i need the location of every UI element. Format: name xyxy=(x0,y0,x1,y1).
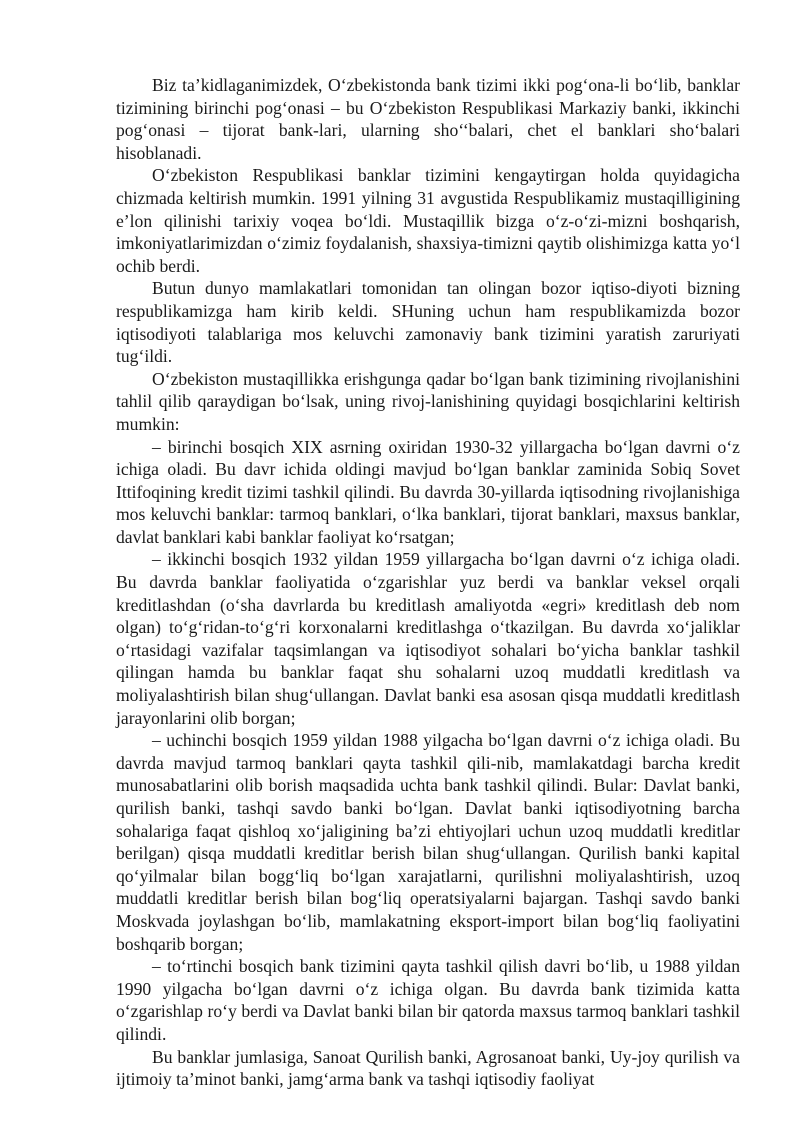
paragraph-two-tier-banking: Biz ta’kidlaganimizdek, O‘zbekistonda bank tizimi ikki pog‘ona-li bo‘lib, banklar tizimining birinchi pog‘onasi – bu O‘zbekiston Respublikasi Markaziy banki, ikkinchi pog‘onasi – tijorat bank-lari, ularning sho‘‘balari, chet el banklari sho‘balari hisoblanadi. xyxy=(116,75,740,163)
document-page xyxy=(116,74,740,1091)
paragraph-market-economy: Butun dunyo mamlakatlari tomonidan tan olingan bozor iqtiso-diyoti bizning respublikamizga ham kirib keldi. SHuning uchun ham respublikamizda bozor iqtisodiyoti talablariga mos keluvchi zamonaviy bank tizimini yaratish zaruriyati tug‘ildi. xyxy=(116,278,740,367)
paragraph-stage-three: – uchinchi bosqich 1959 yildan 1988 yilgacha bo‘lgan davrni o‘z ichiga oladi. Bu davrda mavjud tarmoq banklari qayta tashkil qili-nib, mamlakatdagi barcha kredit munosabatlarini olib borish maqsadida uchta bank tashkil qilindi. Bular: Davlat banki, qurilish banki, tashqi savdo banki bo‘lgan. Davlat banki iqtisodiyotning barcha sohalariga faqat qishloq xo‘jaligining ba’zi ehtiyojlari uchun uzoq muddatli kreditlar berilgan) qisqa muddatli kreditlar berish bilan shug‘ullangan. Qurilish banki kapital qo‘yilmalar bilan bogg‘liq bo‘lgan xarajatlarni, qurilishni moliyalashtirish, uzoq muddatli kreditlar berish bilan bog‘liq operatsiyalarni bajargan. Tashqi savdo banki Moskvada joylashgan bo‘lib, mamlakatning eksport-import bilan bog‘liq faoliyatini boshqarib borgan; xyxy=(116,730,740,954)
paragraph-stage-two: – ikkinchi bosqich 1932 yildan 1959 yillargacha bo‘lgan davrni o‘z ichiga oladi. Bu davrda banklar faoliyatida o‘zgarishlar yuz berdi va banklar veksel orqali kreditlashdan (o‘sha davrlarda bu kreditlash amaliyotda «egri» kreditlash deb nom olgan) to‘g‘ridan-to‘g‘ri korxonalarni kreditlashga o‘tkazilgan. Bu davrda xo‘jaliklar o‘rtasidagi vazifalar taqsimlangan va iqtisodiyot sohalari bo‘yicha banklar tashkil qilingan hamda bu banklar faqat shu sohalarni uzoq muddatli kreditlash va moliyalashtirish bilan shug‘ullangan. Davlat banki esa asosan qisqa muddatli kreditlash jarayonlarini olib borgan; xyxy=(116,549,740,728)
paragraph-stage-one: – birinchi bosqich XIX asrning oxiridan 1930-32 yillargacha bo‘lgan davrni o‘z ichiga oladi. Bu davr ichida oldingi mavjud bo‘lgan banklar zaminida Sobiq Sovet Ittifoqining kredit tizimi tashkil qilindi. Bu davrda 30-yillarda iqtisodning rivojlanishiga mos keluvchi banklar: tarmoq banklari, o‘lka banklari, tijorat banklari, maxsus banklar, davlat banklari kabi banklar faoliyat ko‘rsatgan; xyxy=(116,436,740,547)
paragraph-independence: O‘zbekiston Respublikasi banklar tizimini kengaytirgan holda quyidagicha chizmada keltirish mumkin. 1991 yilning 31 avgustida Respublikamiz mustaqilligining e’lon qilinishi tarixiy voqea bo‘ldi. Mustaqillik bizga o‘z-o‘zi-mizni boshqarish, imkoniyatlarimizdan o‘zimiz foydalanish, shaxsiya-timizni qaytib olishimizga katta yo‘l ochib berdi. xyxy=(116,165,740,276)
paragraph-specialized-banks: Bu banklar jumlasiga, Sanoat Qurilish banki, Agrosanoat banki, Uy-joy qurilish va ijtimoiy ta’minot banki, jamg‘arma bank va tashqi iqtisodiy faoliyat xyxy=(116,1046,740,1090)
paragraph-stage-four: – to‘rtinchi bosqich bank tizimini qayta tashkil qilish davri bo‘lib, u 1988 yildan 1990 yilgacha bo‘lgan davrni o‘z ichiga olgan. Bu davrda bank tizimida katta o‘zgarishlap ro‘y berdi va Davlat banki bilan bir qatorda maxsus tarmoq banklari tashkil qilindi. xyxy=(116,956,740,1044)
paragraph-stages-intro: O‘zbekiston mustaqillikka erishgunga qadar bo‘lgan bank tizimining rivojlanishini tahlil qilib qaraydigan bo‘lsak, uning rivoj-lanishining quyidagi bosqichlarini keltirish mumkin: xyxy=(116,368,740,434)
